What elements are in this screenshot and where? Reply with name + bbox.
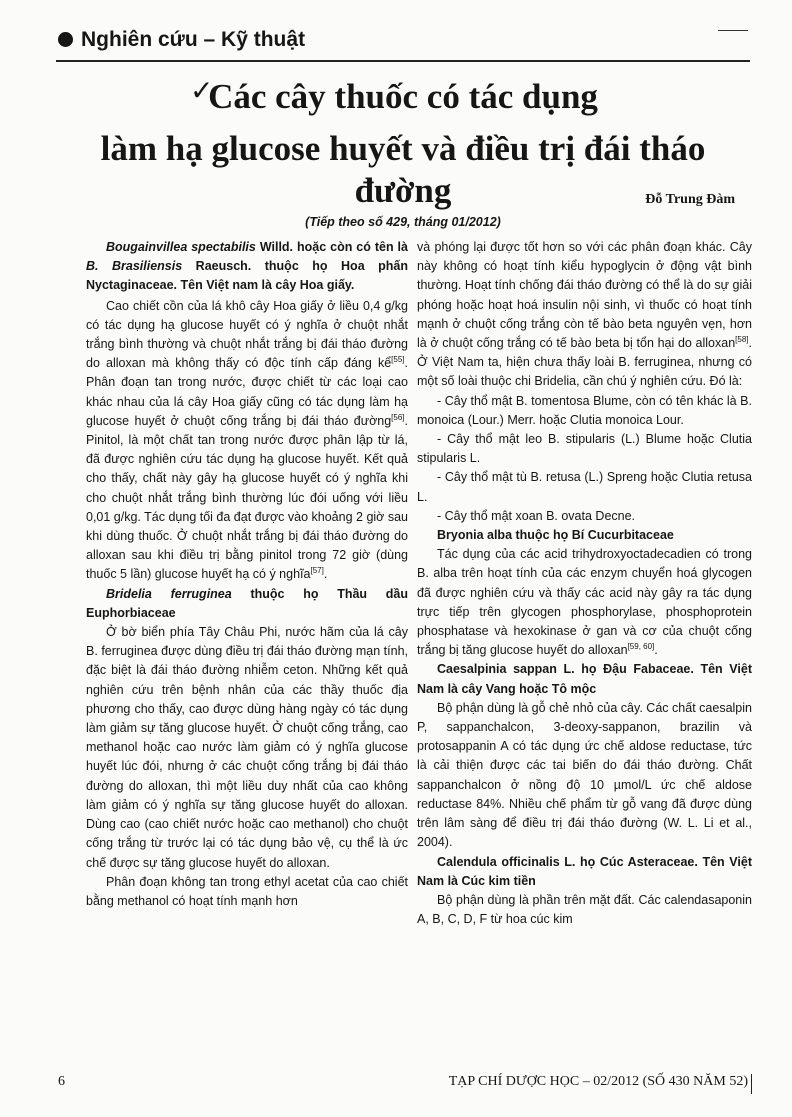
- continued-note: (Tiếp theo số 429, tháng 01/2012): [305, 215, 501, 229]
- paragraph: và phóng lại được tốt hơn so với các phân đoạn khác. Cây này không có hoạt tính kiểu hypoglycin ở động vật bình thường. Hoạt tính chống đái tháo đường có thể là do sự giải phóng hoặc hoạt hoá insulin nội sinh, vì thuốc có hoạt tính mạnh ở chuột cống trắng còn tế bào beta nguyên vẹn, hơn là ở chuột cống trắng có tế bào beta bị tổn hại do alloxan[58]. Ở Việt Nam ta, hiện chưa thấy loài B. ferruginea, nhưng có một số loài thuộc chi Bridelia, cần chú ý nghiên cứu. Đó là:: [417, 240, 752, 389]
- paragraph-heading: Bryonia alba thuộc họ Bí Cucurbitaceae: [437, 528, 674, 543]
- left-column: [86, 238, 408, 911]
- paragraph-heading: Bridelia ferruginea thuộc họ Thầu dầu Euphorbiaceae: [86, 586, 409, 620]
- paragraph: Ở bờ biển phía Tây Châu Phi, nước hãm của lá cây B. ferruginea được dùng điều trị đái tháo đường mạn tính, đặc biệt là đái tháo đường nhiễm ceton. Những kết quả nghiên cứu trên bệnh nhân của các thầy thuốc địa phương cho thấy, cao được dùng hàng ngày có tác dụng làm giảm sự tăng glucose huyết. Ở chuột cống trắng, cao methanol hoặc cao nước làm giảm có ý nghĩa glucose huyết lúc đói, nhưng ở các chuột cống trắng bị đái tháo đường do alloxan, thì một liều duy nhất của cao không làm giảm có ý nghĩa sự tăng glucose huyết do alloxan. Dùng cao (cao chiết nước hoặc cao methanol) cho chuột cống trắng từ trước lại có tác dụng bảo vệ, cụ thể là ức chế được sự tăng glucose huyết do alloxan.: [86, 625, 408, 870]
- paragraph: Tác dụng của các acid trihydroxyoctadecadien có trong B. alba trên hoạt tính của các enzym chuyển hoá glycogen đã được nghiên cứu và thấy các acid này gây ra tác dụng trực tiếp trên glycogen phosphorylase, phosphoprotein phosphatase và hexokinase ở gan và cơ của chuột cống trắng bị tăng glucose huyết do alloxan[59, 60].: [417, 547, 752, 658]
- paragraph: Bộ phận dùng là phần trên mặt đất. Các calendasaponin A, B, C, D, F từ hoa cúc kim: [417, 892, 752, 927]
- list-item: - Cây thổ mật xoan B. ovata Decne.: [437, 508, 636, 523]
- paragraph: Phân đoạn không tan trong ethyl acetat của cao chiết bằng methanol có hoạt tính mạnh hơn: [86, 874, 408, 908]
- section-label: Nghiên cứu – Kỹ thuật: [81, 28, 306, 51]
- journal-footer: TẠP CHÍ DƯỢC HỌC – 02/2012 (SỐ 430 NĂM 52): [448, 1074, 748, 1089]
- right-column: [417, 238, 752, 929]
- list-item: - Cây thổ mật leo B. stipularis (L.) Blume hoặc Clutia stipularis L.: [417, 432, 752, 466]
- paragraph: Cao chiết cồn của lá khô cây Hoa giấy ở liều 0,4 g/kg có tác dụng hạ glucose huyết có ý nghĩa ở chuột nhắt trắng bình thường và chuột nhắt trắng bị đái tháo đường do alloxan mà không thấy có độc tính cấp đáng kể[55]. Phân đoạn tan trong nước, được chiết từ các loại cao khác nhau của lá cây Hoa giấy cũng có tác dụng làm hạ glucose huyết ở chuột cống trắng bị đái tháo đường[56]. Pinitol, là một chất tan trong nước được phân lập từ lá, đã được nghiên cứu tác dụng hạ glucose huyết. Kết quả cho thấy, chất này gây hạ glucose huyết có ý nghĩa khi cho chuột nhắt trắng bình thường lúc đói uống với liều 0,01 g/kg. Tác dụng tối đa đạt được vào khoảng 2 giờ sau khi dùng thuốc. Ở chuột nhắt trắng bị đái tháo đường do alloxan sau khi điều trị bằng pinitol trong 72 giờ (dùng thuốc 5 lần) glucose huyết hạ có ý nghĩa[57].: [86, 298, 408, 582]
- list-item: - Cây thổ mật B. tomentosa Blume, còn có tên khác là B. monoica (Lour.) Merr. hoặc Clutia monoica Lour.: [417, 393, 752, 427]
- article-title-line-2: làm hạ glucose huyết và điều trị đái tháo đường: [100, 129, 706, 210]
- paragraph-heading: Caesalpinia sappan L. họ Đậu Fabaceae. Tên Việt Nam là cây Vang hoặc Tô mộc: [417, 662, 752, 696]
- section-header: [58, 28, 305, 52]
- header-rule: [56, 60, 750, 62]
- paragraph-heading: Calendula officinalis L. họ Cúc Asteraceae. Tên Việt Nam là Cúc kim tiền: [417, 854, 752, 888]
- author: Đỗ Trung Đàm: [645, 192, 735, 207]
- list-item: - Cây thổ mật tù B. retusa (L.) Spreng hoặc Clutia retusa L.: [417, 470, 752, 504]
- corner-mark: [718, 30, 748, 31]
- article-title-line-1: Các cây thuốc có tác dụng: [208, 77, 598, 116]
- bullet-dot-icon: [58, 32, 73, 47]
- footer-bar: [751, 1074, 752, 1094]
- paragraph: Bộ phận dùng là gỗ chẻ nhỏ của cây. Các chất caesalpin P, sappanchalcon, 3-deoxy-sappanon, brazilin và protosappanin A có tác dụng ức chế aldose reductase, tức là cải thiện được các tai biến do đái tháo đường. Chất sappanchalcon ở nồng độ 10 µmol/L ức chế aldose reductase 84%. Nhiều chế phẩm từ gỗ vang đã được dùng trên lâm sàng để điều trị đái tháo đường (W. L. Li et al., 2004).: [417, 700, 752, 850]
- page-number: 6: [58, 1074, 65, 1089]
- paragraph-heading: Bougainvillea spectabilis Willd. hoặc còn có tên là B. Brasiliensis Raeusch. thuộc họ Hoa phấn Nyctaginaceae. Tên Việt nam là cây Hoa giấy.: [86, 240, 408, 293]
- check-mark-icon: ✓: [190, 76, 214, 107]
